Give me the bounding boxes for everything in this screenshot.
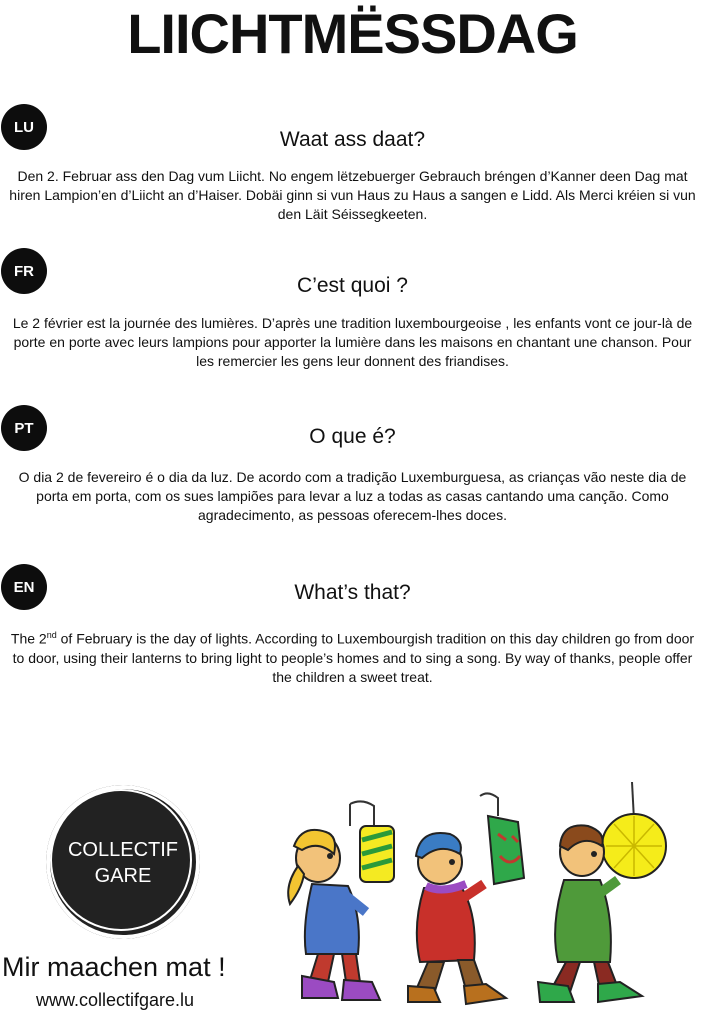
section-heading-lu: Waat ass daat?: [279, 128, 426, 151]
child-1: [288, 801, 394, 1000]
logo-line-1: COLLECTIF: [67, 839, 179, 861]
section-text-fr: Le 2 février est la journée des lumières. D’après une tradition luxembourgeoise , les enfants vont ce jour-là de porte en porte avec leurs lampions pour apporter la lumière dans les maisons en chantant une chanson. Pour les remercier les gens leur donnent des friandises.: [12, 315, 693, 369]
section-heading-fr: C’est quoi ?: [297, 274, 408, 297]
collectif-gare-logo: [46, 785, 200, 939]
language-badge-en: EN: [1, 564, 47, 610]
logo-line-2: GARE: [94, 865, 152, 887]
en-text-start: The 2: [10, 630, 47, 647]
section-text-lu: Den 2. Februar ass den Dag vum Liicht. No engem lëtzebuerger Gebrauch bréngen d’Kanner deen Dag mat hiren Lampion’en d’Liicht an d’Haiser. Dobäi ginn si vun Haus zu Haus a sangen e Lidd. Als Merci kréien si vun den Läit Séissegkeeten.: [9, 168, 696, 222]
children-lanterns-illustration: [262, 776, 702, 1016]
logo-text: [46, 837, 200, 889]
section-text-pt: O dia 2 de fevereiro é o dia da luz. De acordo com a tradição Luxemburguesa, as crianças vão neste dia de porta em porta, com os sues lampiões para levar a luz a todas as casas cantando uma canção. Como agradecimento, as pessoas oferecem-lhes doces.: [18, 469, 687, 523]
en-text-superscript: nd: [46, 630, 57, 640]
language-badge-fr: FR: [1, 248, 47, 294]
section-text-en: [4, 626, 701, 687]
page-title: LIICHTMËSSDAG: [127, 2, 578, 65]
child-3: [538, 782, 666, 1002]
green-lantern: [488, 816, 524, 884]
en-text-rest: of February is the day of lights. According to Luxembourgish tradition on this day children go from door to door, using their lanterns to bring light to people’s homes and to sing a song. By way of thanks, people offer the children a sweet treat.: [12, 630, 695, 685]
website-link[interactable]: www.collectifgare.lu: [36, 990, 195, 1010]
child-2: [408, 793, 524, 1004]
section-heading-pt: O que é?: [309, 425, 396, 448]
language-badge-pt: PT: [1, 405, 47, 451]
language-badge-lu: LU: [1, 104, 47, 150]
section-heading-en: What’s that?: [294, 581, 411, 604]
slogan: Mir maachen mat !: [2, 952, 226, 982]
